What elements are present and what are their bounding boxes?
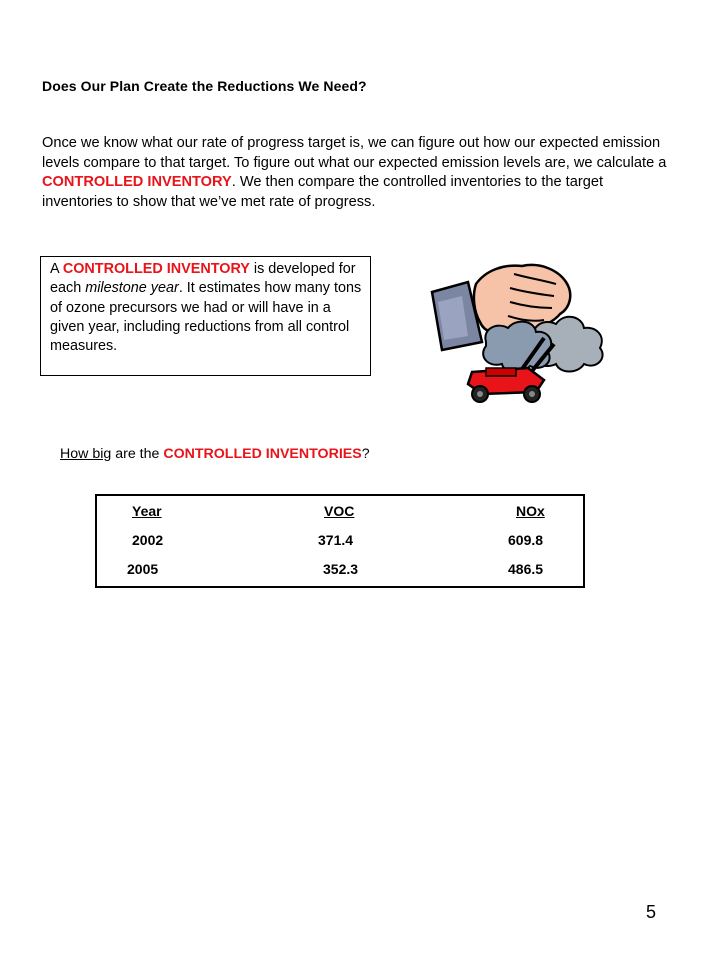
header-nox: NOx	[516, 503, 545, 519]
question-underlined: How big	[60, 446, 112, 462]
question-middle: are the	[111, 446, 164, 462]
question-term: CONTROLLED INVENTORIES	[163, 446, 362, 462]
header-year: Year	[132, 503, 162, 519]
callout-mid: is developed for each	[50, 261, 356, 297]
page-number: 5	[646, 902, 657, 922]
callout-prefix: A	[50, 261, 63, 277]
row-voc: 371.4	[318, 532, 354, 548]
header-voc: VOC	[324, 503, 355, 519]
row-voc: 352.3	[323, 561, 359, 577]
row-nox: 486.5	[508, 561, 544, 577]
intro-text-1: Once we know what our rate of progress target is, we can figure out how our expected emission levels compare to that target. To figure out what our expected emission levels are, we calculate a	[42, 135, 667, 171]
callout-emphasis: milestone year	[85, 280, 179, 297]
intro-paragraph	[42, 134, 672, 212]
definition-callout-box	[40, 256, 371, 376]
row-year: 2005	[127, 561, 159, 577]
row-year: 2002	[132, 532, 164, 548]
row-nox: 609.8	[508, 532, 544, 548]
lawnmower-smoke-fist-icon	[424, 256, 612, 404]
question-end: ?	[361, 446, 370, 462]
controlled-inventory-table	[95, 494, 585, 588]
intro-text-2: . We then compare the controlled inventories to the target inventories to show that we’ve met rate of progress.	[42, 174, 604, 210]
intro-term: CONTROLLED INVENTORY	[42, 174, 232, 190]
table-question	[60, 446, 370, 462]
callout-suffix: . It estimates how many tons of ozone precursors we had or will have in a given year, including reductions from all control measures.	[50, 280, 362, 355]
page-heading: Does Our Plan Create the Reductions We Need?	[42, 78, 367, 94]
callout-term: CONTROLLED INVENTORY	[62, 261, 250, 277]
